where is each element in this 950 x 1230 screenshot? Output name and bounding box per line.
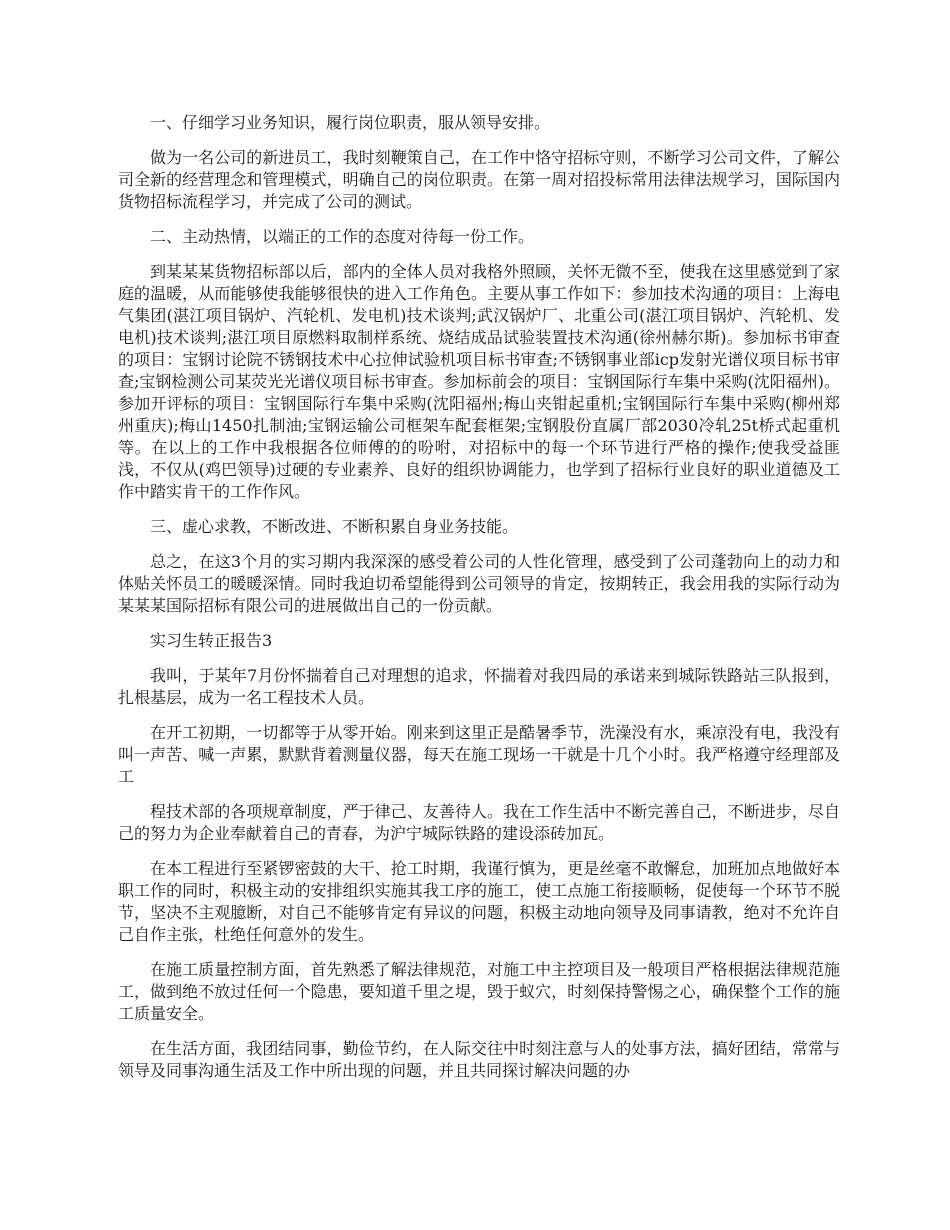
- section-heading-2: 二、主动热情，以端正的工作的态度对待每一份工作。: [150, 227, 535, 246]
- paragraph-7: 在本工程进行至紧锣密鼓的大干、抢工时期，我谨行慎为，更是丝毫不敢懈怠，加班加点地做好本职工作的同时，积极主动的安排组织实施其我工序的施工，使工点施工衔接顺畅，促使每一个环节不脱节，坚决不主观臆断，对自己不能够肯定有异议的问题，积极主动地向领导及同事请教，绝对不允许自己自作主张，杜绝任何意外的发生。: [118, 859, 840, 944]
- paragraph-5: 在开工初期，一切都等于从零开始。刚来到这里正是酷暑季节，洗澡没有水，乘凉没有电，我没有叫一声苦、喊一声累，默默背着测量仪器，每天在施工现场一干就是十几个小时。我严格遵守经理部及工: [118, 723, 840, 786]
- paragraph-8: 在施工质量控制方面，首先熟悉了解法律规范，对施工中主控项目及一般项目严格根据法律规范施工，做到绝不放过任何一个隐患，要知道千里之堤，毁于蚁穴，时刻保持警惕之心，确保整个工作的施工质量安全。: [118, 960, 840, 1023]
- section-heading-1: 一、仔细学习业务知识，履行岗位职责，服从领导安排。: [150, 113, 551, 132]
- document-page: [118, 112, 840, 1095]
- section-heading-3: 三、虚心求教，不断改进、不断积累自身业务技能。: [150, 517, 519, 536]
- paragraph-4: 我叫，于某年7月份怀揣着自己对理想的追求，怀揣着对我四局的承诺来到城际铁路站三队报到，扎根基层，成为一名工程技术人员。: [118, 666, 840, 707]
- paragraph-6: 程技术部的各项规章制度，严于律己、友善待人。我在工作生活中不断完善自己，不断进步，尽自己的努力为企业奉献着自己的青春，为沪宁城际铁路的建设添砖加瓦。: [118, 802, 840, 843]
- report-title: 实习生转正报告3: [150, 631, 273, 650]
- paragraph-1: 做为一名公司的新进员工，我时刻鞭策自己，在工作中恪守招标守则，不断学习公司文件，了解公司全新的经营理念和管理模式，明确自己的岗位职责。在第一周对招投标常用法律法规学习，国际国内货物招标流程学习，并完成了公司的测试。: [118, 148, 840, 211]
- paragraph-9: 在生活方面，我团结同事，勤俭节约，在人际交往中时刻注意与人的处事方法，搞好团结，常常与领导及同事沟通生活及工作中所出现的问题，并且共同探讨解决问题的办: [118, 1039, 840, 1080]
- paragraph-2: 到某某某货物招标部以后，部内的全体人员对我格外照顾，关怀无微不至，使我在这里感觉到了家庭的温暖，从而能够使我能够很快的进入工作角色。主要从事工作如下：参加技术沟通的项目：上海电气集团(湛江项目锅炉、汽轮机、发电机)技术谈判;武汉锅炉厂、北重公司(湛江项目锅炉、汽轮机、发电机)技术谈判;湛江项目原燃料取制样系统、烧结成品试验装置技术沟通(徐州赫尔斯)。参加标书审查的项目：宝钢讨论院不锈钢技术中心拉伸试验机项目标书审查;不锈钢事业部icp发射光谱仪项目标书审查;宝钢检测公司某荧光光谱仪项目标书审查。参加标前会的项目：宝钢国际行车集中采购(沈阳福州)。参加开评标的项目：宝钢国际行车集中采购(沈阳福州;梅山夹钳起重机;宝钢国际行车集中采购(柳州郑州重庆);梅山1450扎制油;宝钢运输公司框架车配套框架;宝钢股份直属厂部2030冷轧25t桥式起重机等。在以上的工作中我根据各位师傅的的吩咐，对招标中的每一个环节进行严格的操作;使我受益匪浅，不仅从(鸡巴领导)过硬的专业素养、良好的组织协调能力，也学到了招标行业良好的职业道德及工作中踏实肯干的工作作风。: [118, 262, 840, 501]
- paragraph-3: 总之，在这3个月的实习期内我深深的感受着公司的人性化管理，感受到了公司蓬勃向上的动力和体贴关怀员工的暖暖深情。同时我迫切希望能得到公司领导的肯定，按期转正，我会用我的实际行动为某某某国际招标有限公司的进展做出自己的一份贡献。: [118, 552, 840, 615]
